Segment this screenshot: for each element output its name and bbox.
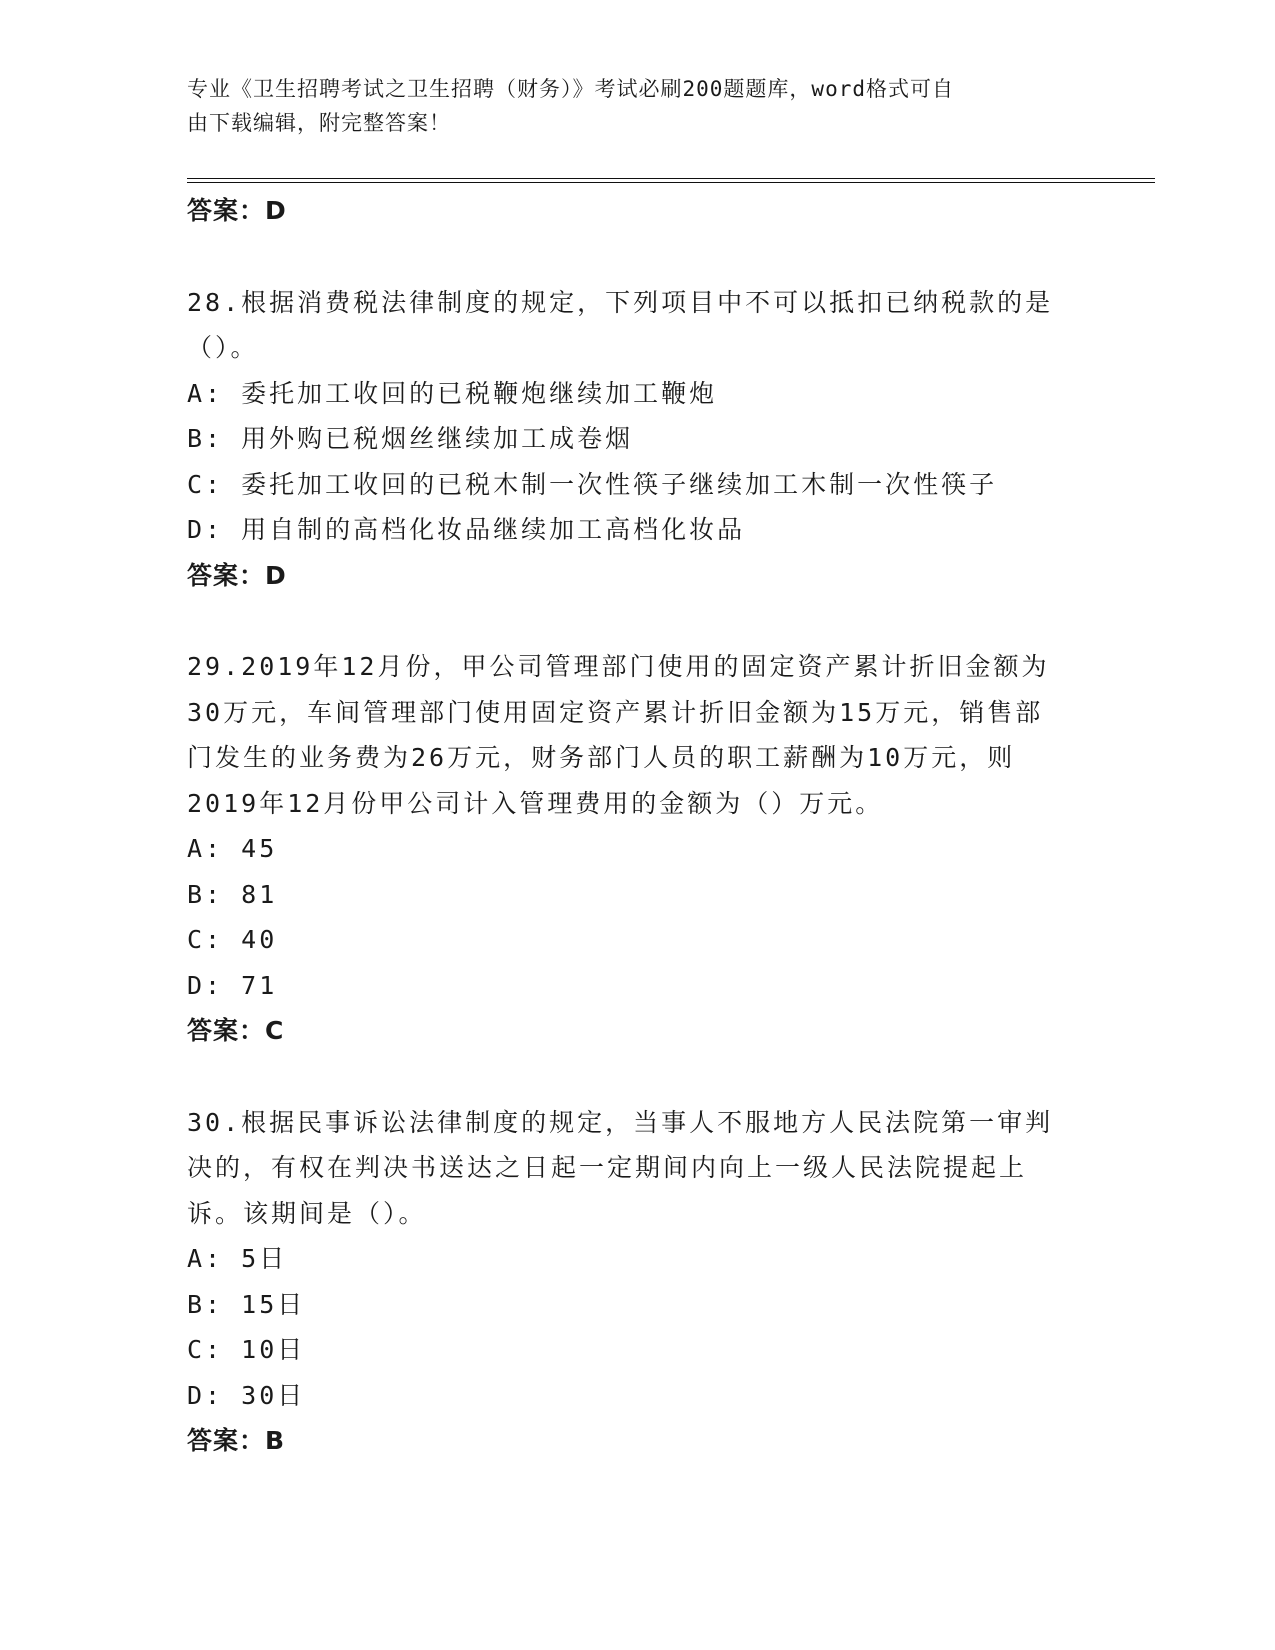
question-block — [187, 280, 1087, 599]
answer-line: 答案：B — [187, 1426, 286, 1455]
option-c: C: 10日 — [187, 1335, 306, 1364]
option-d: D: 用自制的高档化妆品继续加工高档化妆品 — [187, 515, 746, 544]
spacer — [187, 234, 1087, 280]
question-stem-line: 29.2019年12月份，甲公司管理部门使用的固定资产累计折旧金额为 — [187, 652, 1050, 681]
spacer — [187, 598, 1087, 644]
question-stem-line: （）。 — [187, 333, 259, 362]
question-stem-line: 门发生的业务费为26万元，财务部门人员的职工薪酬为10万元，则 — [187, 743, 1016, 772]
header-line-2: 由下载编辑，附完整答案！ — [187, 111, 451, 135]
spacer — [187, 1054, 1087, 1100]
option-b: B: 用外购已税烟丝继续加工成卷烟 — [187, 424, 634, 453]
previous-answer: 答案：D — [187, 196, 287, 225]
option-d: D: 30日 — [187, 1380, 306, 1410]
answer-line: 答案：D — [187, 560, 287, 590]
question-stem-line: 30万元，车间管理部门使用固定资产累计折旧金额为15万元，销售部 — [187, 697, 1044, 727]
question-stem-line: 28.根据消费税法律制度的规定，下列项目中不可以抵扣已纳税款的是 — [187, 287, 1054, 317]
option-a: A: 45 — [187, 834, 278, 863]
option-b: B: 15日 — [187, 1289, 306, 1319]
option-d: D: 71 — [187, 970, 278, 1000]
answer-line: 答案：C — [187, 1016, 285, 1045]
question-stem-line: 2019年12月份甲公司计入管理费用的金额为（）万元。 — [187, 788, 884, 818]
option-a: A: 5日 — [187, 1244, 288, 1273]
header-line-1: 专业《卫生招聘考试之卫生招聘（财务）》考试必刷200题题库，word格式可自 — [187, 77, 954, 101]
question-stem-line: 30.根据民事诉讼法律制度的规定，当事人不服地方人民法院第一审判 — [187, 1107, 1054, 1137]
question-stem-line: 诉。该期间是（）。 — [187, 1198, 427, 1228]
question-block — [187, 1100, 1087, 1464]
question-block — [187, 644, 1087, 1054]
header-divider — [187, 178, 1155, 183]
option-c: C: 40 — [187, 925, 278, 954]
page-header — [187, 72, 1067, 140]
option-b: B: 81 — [187, 879, 278, 909]
option-a: A: 委托加工收回的已税鞭炮继续加工鞭炮 — [187, 378, 718, 408]
document-body — [187, 188, 1087, 1464]
option-c: C: 委托加工收回的已税木制一次性筷子继续加工木制一次性筷子 — [187, 469, 998, 499]
question-stem-line: 决的，有权在判决书送达之日起一定期间内向上一级人民法院提起上 — [187, 1153, 1028, 1182]
